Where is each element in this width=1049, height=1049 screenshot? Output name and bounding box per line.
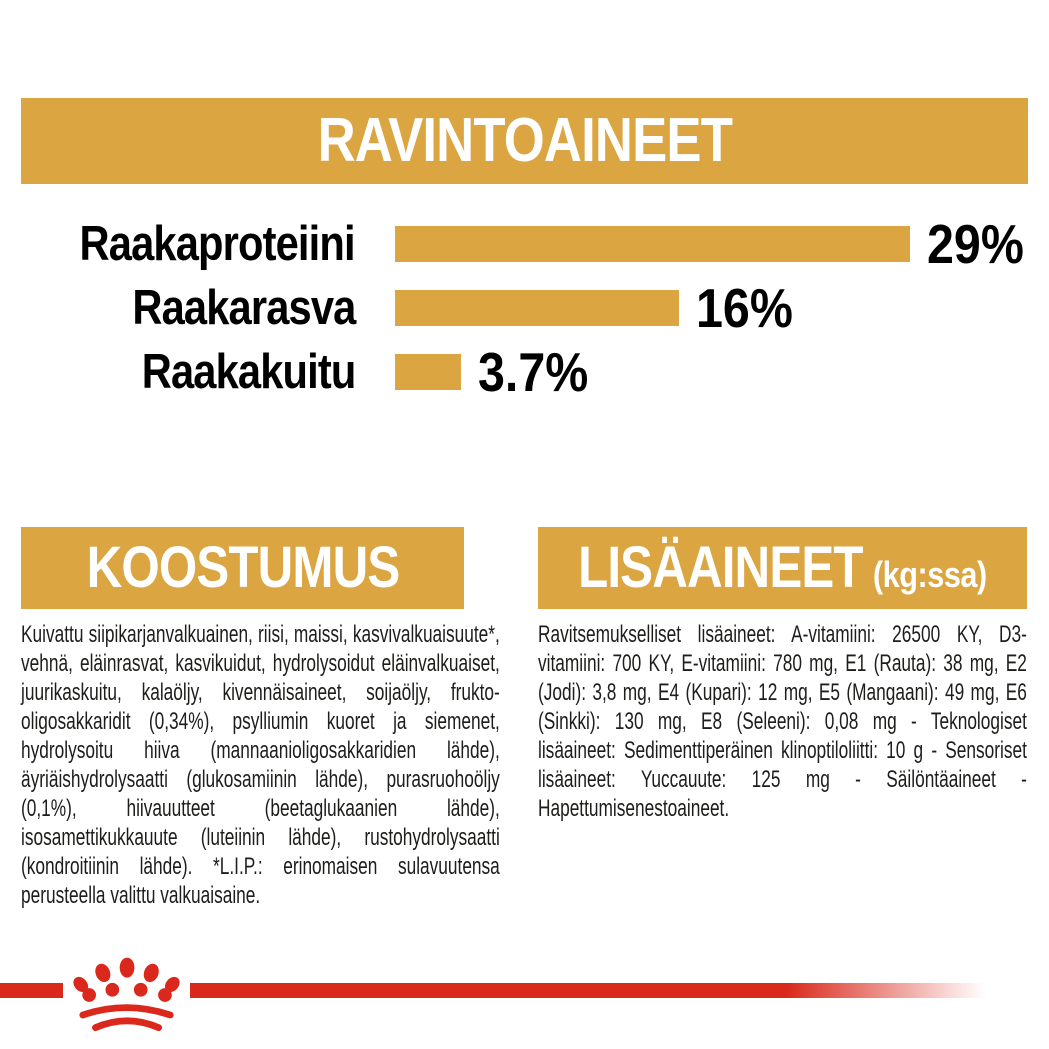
chart-bar bbox=[395, 290, 679, 326]
chart-label-box bbox=[21, 216, 355, 271]
nutrients-section-title: RAVINTOAINEET bbox=[317, 106, 732, 175]
chart-value-label: 29% bbox=[927, 212, 1024, 275]
composition-text: Kuivattu siipikarjanvalkuainen, riisi, maissi, kasvivalkuaisuute*, vehnä, eläinrasvat, kasvikuidut, hydrolysoidut eläinvalkuaiset, juurikaskuitu, kalaöljy, kivennäisaineet, soijaöljy, frukto-oligosakkaridit (0,34%), psylliumin kuoret ja siemenet, hydrolysoitu hiiva (mannaanioligosakkaridien lähde), äyriäishydrolysaatti (glukosamiinin lähde), purasruohoöljy (0,1%), hiivauutteet (beetaglukaanien lähde), isosamettikukkauute (luteiinin lähde), rustohydrolysaatti (kondroitiinin lähde). *L.I.P.: erinomaisen sulavuutensa perusteella valittu valkuaisaine. bbox=[21, 621, 500, 909]
crown-dots bbox=[71, 958, 181, 1002]
royal-canin-crown-logo bbox=[71, 955, 181, 1035]
composition-section-title: KOOSTUMUS bbox=[86, 535, 399, 600]
chart-category-label: Raakaproteiini bbox=[79, 216, 355, 271]
crown-arcs bbox=[83, 1008, 170, 1028]
chart-bar bbox=[395, 354, 461, 390]
nutrients-banner-inner bbox=[317, 106, 732, 175]
chart-label-box bbox=[21, 280, 355, 335]
chart-row bbox=[21, 276, 1028, 340]
additives-section-title: LISÄAINEET bbox=[578, 535, 863, 600]
red-divider-right-segment bbox=[190, 983, 985, 998]
chart-label-box bbox=[21, 344, 355, 399]
additives-section-banner bbox=[538, 527, 1027, 609]
additives-text: Ravitsemukselliset lisäaineet: A-vitamiini: 26500 KY, D3-vitamiini: 700 KY, E-vitamiini: 780 mg, E1 (Rauta): 38 mg, E2 (Jodi): 3,8 mg, E4 (Kupari): 12 mg, E5 (Mangaani): 49 mg, E6 (Sinkki): 130 mg, E8 (Seleeni): 0,08 mg - Teknologiset lisäaineet: Sedimenttiperäinen klinoptiloliitti: 10 g - Sensoriset lisäaineet: Yuccauute: 125 mg - Säilöntäaineet - Hapettumisenestoaineet. bbox=[538, 621, 1027, 822]
chart-category-label: Raakakuitu bbox=[141, 344, 355, 399]
composition-banner-inner bbox=[86, 535, 399, 600]
nutrient-chart bbox=[21, 212, 1028, 404]
chart-bar bbox=[395, 226, 910, 262]
composition-section-banner bbox=[21, 527, 464, 609]
red-divider-left-segment bbox=[0, 983, 63, 998]
chart-row bbox=[21, 212, 1028, 276]
nutrients-section-banner bbox=[21, 98, 1028, 184]
chart-row bbox=[21, 340, 1028, 404]
chart-value-label: 3.7% bbox=[477, 340, 589, 403]
additives-banner-inner bbox=[578, 535, 987, 600]
chart-value-label: 16% bbox=[696, 276, 794, 339]
additives-section-title-suffix: (kg:ssa) bbox=[872, 554, 987, 595]
chart-category-label: Raakarasva bbox=[131, 280, 355, 335]
